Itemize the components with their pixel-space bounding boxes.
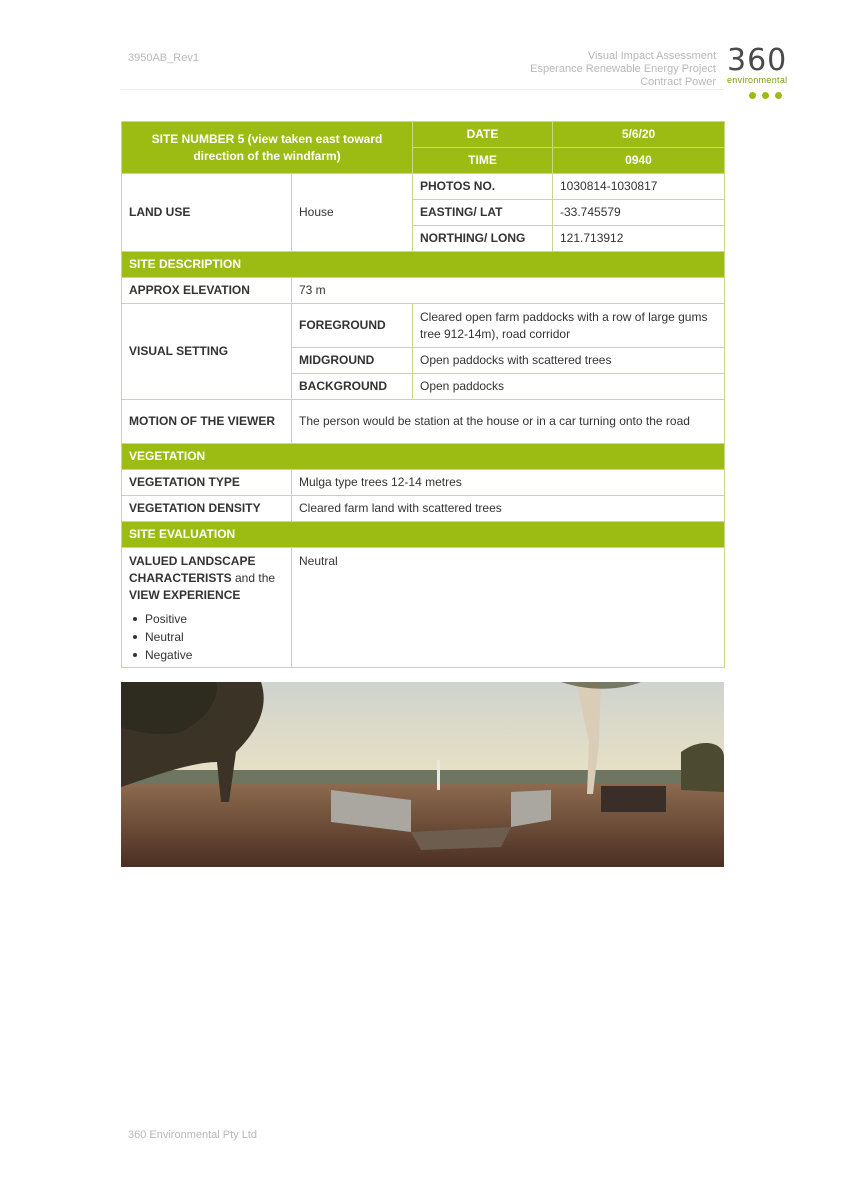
date-value: 5/6/20 [553,122,725,148]
photos-value: 1030814-1030817 [553,174,725,200]
vegetation-density-label: VEGETATION DENSITY [122,496,292,522]
site-description-heading: SITE DESCRIPTION [122,252,725,278]
header-divider [121,89,724,90]
vegetation-type-value: Mulga type trees 12-14 metres [292,470,725,496]
logo-wordmark: environmental [727,75,788,85]
midground-value: Open paddocks with scattered trees [413,348,725,374]
time-value: 0940 [553,148,725,174]
logo-dots-icon [749,86,788,104]
option-neutral: Neutral [145,628,284,646]
report-header [530,50,716,89]
option-positive: Positive [145,610,284,628]
land-use-value: House [292,174,413,252]
evaluation-options-list [129,610,284,664]
report-title: Visual Impact Assessment [587,50,716,62]
motion-label: MOTION OF THE VIEWER [122,400,292,444]
land-use-label: LAND USE [122,174,292,252]
valued-landscape-cell [122,548,292,668]
site-photo [121,682,724,867]
option-negative: Negative [145,646,284,664]
easting-label: EASTING/ LAT [413,200,553,226]
vegetation-density-value: Cleared farm land with scattered trees [292,496,725,522]
motion-value: The person would be station at the house or in a car turning onto the road [292,400,725,444]
visual-setting-label: VISUAL SETTING [122,304,292,400]
vegetation-type-label: VEGETATION TYPE [122,470,292,496]
date-label: DATE [413,122,553,148]
evaluation-value: Neutral [292,548,725,668]
northing-label: NORTHING/ LONG [413,226,553,252]
logo-number: 360 [727,43,788,78]
foreground-value: Cleared open farm paddocks with a row of large gums tree 912-14m), road corridor [413,304,725,348]
elevation-label: APPROX ELEVATION [122,278,292,304]
foreground-label: FOREGROUND [292,304,413,348]
site-evaluation-heading: SITE EVALUATION [122,522,725,548]
easting-value: -33.745579 [553,200,725,226]
background-label: BACKGROUND [292,374,413,400]
site-assessment-table [121,121,725,668]
view-experience-label: VIEW EXPERIENCE [129,588,241,602]
photos-label: PHOTOS NO. [413,174,553,200]
elevation-value: 73 m [292,278,725,304]
valued-landscape-label: VALUED LANDSCAPE CHARACTERISTS [129,554,256,585]
midground-label: MIDGROUND [292,348,413,374]
valued-and-text: and the [231,571,276,585]
site-number-heading: SITE NUMBER 5 (view taken east toward direction of the windfarm) [122,122,413,174]
client-name: Contract Power [640,76,716,88]
northing-value: 121.713912 [553,226,725,252]
company-logo [727,43,807,96]
background-value: Open paddocks [413,374,725,400]
document-reference: 3950AB_Rev1 [128,52,199,64]
vegetation-heading: VEGETATION [122,444,725,470]
project-name: Esperance Renewable Energy Project [530,63,716,75]
footer-company: 360 Environmental Pty Ltd [128,1129,258,1141]
time-label: TIME [413,148,553,174]
